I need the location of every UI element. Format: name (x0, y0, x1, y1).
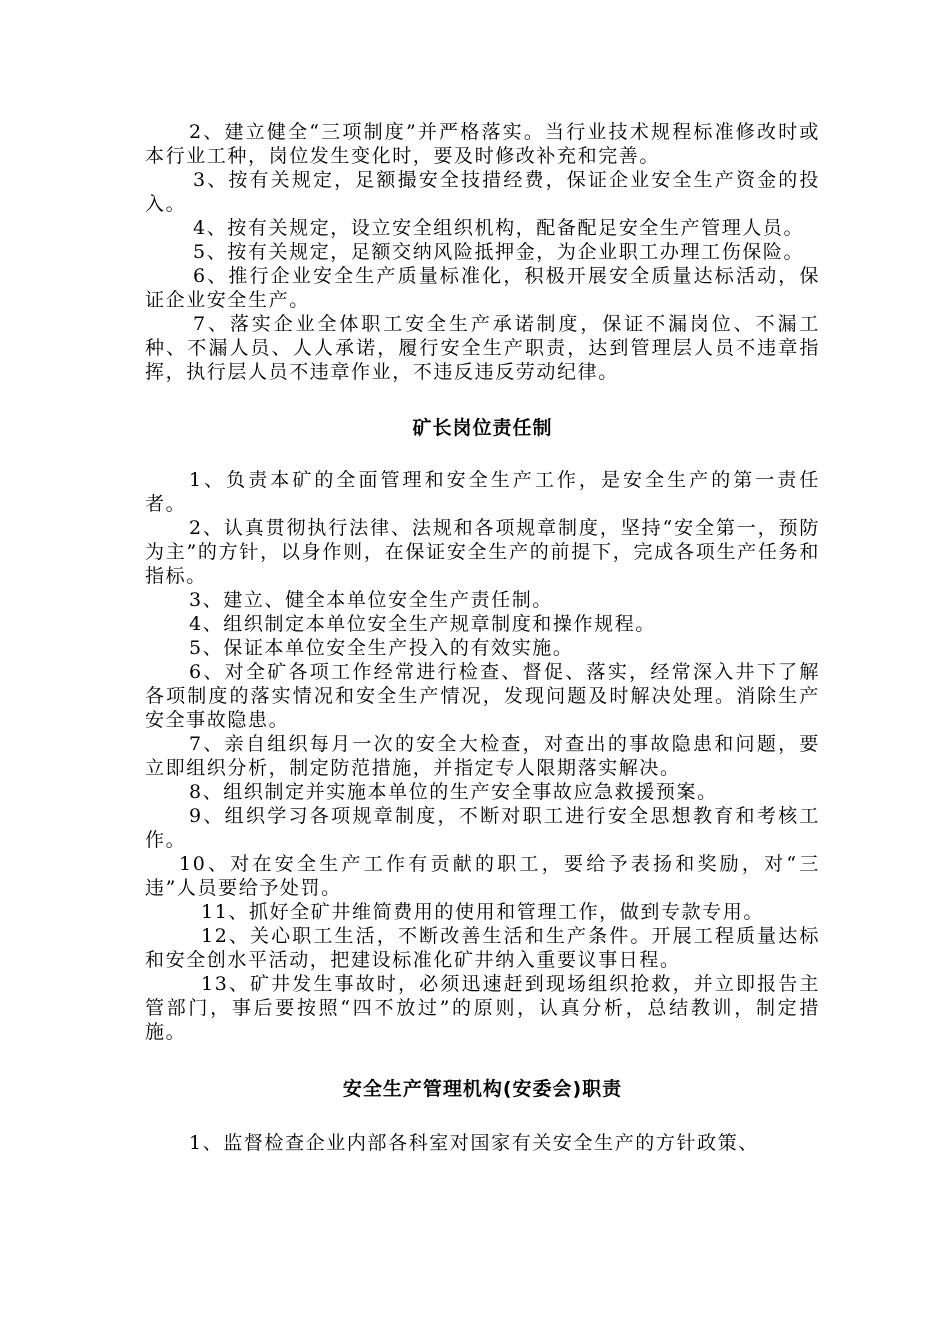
director-item-5: 5、保证本单位安全生产投入的有效实施。 (189, 637, 574, 659)
director-item-9: 9、组织学习各项规章制度，不断对职工进行安全思想教育和考核工作。 (145, 805, 820, 851)
document-page (145, 120, 820, 1155)
director-item-6: 6、对全矿各项工作经常进行检查、督促、落实，经常深入井下了解各项制度的落实情况和安全生产情况，发现问题及时解决处理。消除生产安全事故隐患。 (145, 661, 820, 731)
section-mine-director-duties (145, 468, 820, 1044)
item-7: 7、落实企业全体职工安全生产承诺制度，保证不漏岗位、不漏工种、不漏人员、人人承诺，履行安全生产职责，达到管理层人员不违章指挥，执行层人员不违章作业，不违反违反劳动纪律。 (145, 313, 820, 383)
director-item-8: 8、组织制定并实施本单位的生产安全事故应急救援预案。 (189, 781, 718, 803)
director-item-3: 3、建立、健全本单位安全生产责任制。 (189, 589, 553, 611)
director-item-2: 2、认真贯彻执行法律、法规和各项规章制度，坚持“安全第一，预防为主”的方针，以身作则，在保证安全生产的前提下，完成各项生产任务和指标。 (145, 517, 820, 587)
item-4: 4、按有关规定，设立安全组织机构，配备配足安全生产管理人员。 (193, 217, 805, 239)
committee-item-1: 1、监督检查企业内部各科室对国家有关安全生产的方针政策、 (189, 1132, 759, 1154)
director-item-12: 12、关心职工生活，不断改善生活和生产条件。开展工程质量达标和安全创水平活动，把建设标准化矿井纳入重要议事日程。 (145, 925, 820, 971)
item-2: 2、建立健全“三项制度”并严格落实。当行业技术规程标准修改时或本行业工种，岗位发生变化时，要及时修改补充和完善。 (145, 121, 820, 167)
director-item-10: 10、对在安全生产工作有贡献的职工，要给予表扬和奖励，对“三违”人员要给予处罚。 (145, 853, 820, 899)
director-item-1: 1、负责本矿的全面管理和安全生产工作，是安全生产的第一责任者。 (145, 469, 820, 515)
director-item-4: 4、组织制定本单位安全生产规章制度和操作规程。 (189, 613, 656, 635)
item-6: 6、推行企业安全生产质量标准化，积极开展安全质量达标活动，保证企业安全生产。 (145, 265, 820, 311)
item-5: 5、按有关规定，足额交纳风险抵押金，为企业职工办理工伤保险。 (193, 241, 805, 263)
director-item-11: 11、抓好全矿井维简费用的使用和管理工作，做到专款专用。 (201, 901, 764, 923)
director-item-13: 13、矿井发生事故时，必须迅速赶到现场组织抢救，并立即报告主管部门，事后要按照“四不放过”的原则，认真分析，总结教训，制定措施。 (145, 973, 820, 1043)
section-title-safety-committee: 安全生产管理机构(安委会)职责 (342, 1078, 623, 1100)
director-item-7: 7、亲自组织每月一次的安全大检查，对查出的事故隐患和问题，要立即组织分析，制定防范措施，并指定专人限期落实解决。 (145, 733, 820, 779)
section-general-duties (145, 120, 820, 384)
item-3: 3、按有关规定，足额撮安全技措经费，保证企业安全生产资金的投入。 (145, 169, 820, 215)
section-safety-committee-duties (145, 1131, 820, 1155)
section-title-mine-director: 矿长岗位责任制 (412, 417, 553, 439)
